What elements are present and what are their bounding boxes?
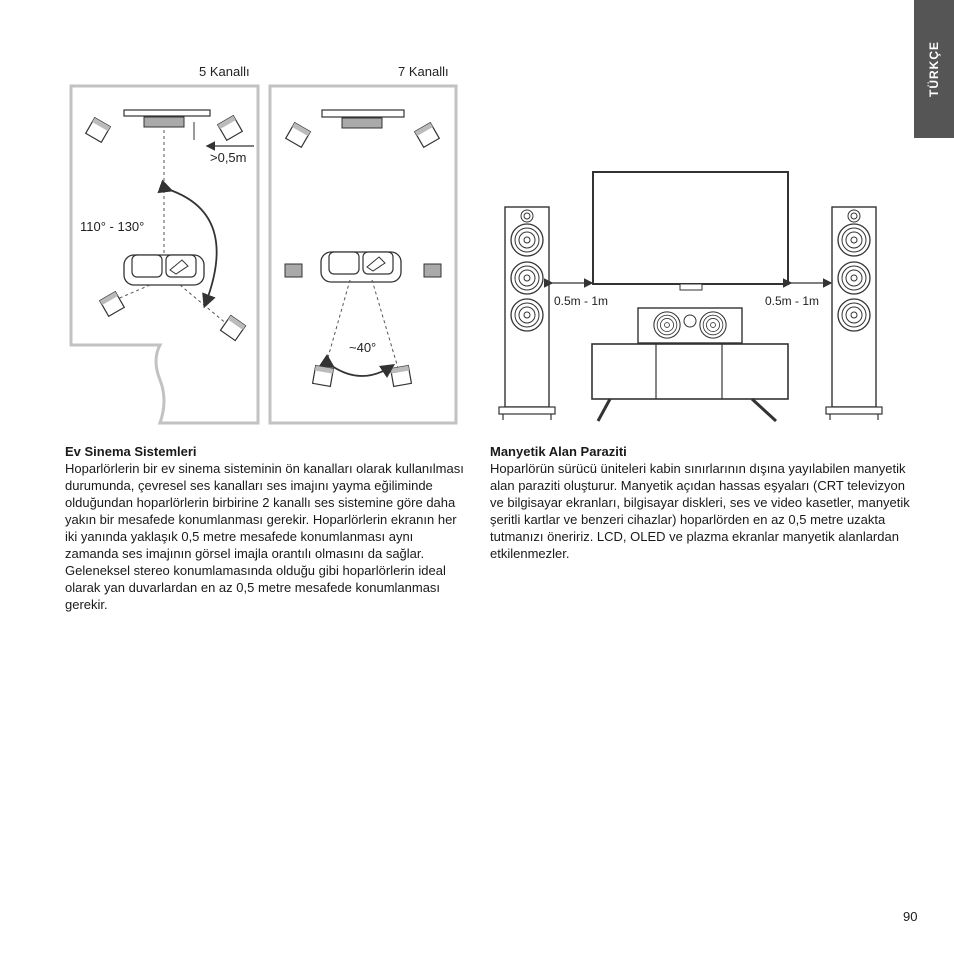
left-gap-label: 0.5m - 1m [554,294,609,308]
five-channel-label: 5 Kanallı [199,64,250,79]
min-distance-label: >0,5m [210,150,247,165]
language-label: TÜRKÇE [927,41,941,97]
right-gap-label: 0.5m - 1m [765,294,820,308]
page-number: 90 [903,909,918,924]
rear-angle-label: ~40° [349,340,377,355]
magnetic-section [490,443,910,562]
home-cinema-heading: Ev Sinema Sistemleri [65,444,197,459]
magnetic-body: Hoparlörün sürücü üniteleri kabin sınırlarının dışına yayılabilen manyetik alan paraziti oluşturur. Manyetik açıdan hassas eşyaları (CRT televizyon ve bilgisayar ekranları, bilgisayar diskleri, ses ve video kasetler, manyetik şeritli kartlar ve benzeri cihazlar) hoparlörden en az 0,5 metre uzakta tutmanızı öneririz. LCD, OLED ve plazma ekranlar manyetik alanlardan etkilenmezler. [490,461,910,561]
magnetic-heading: Manyetik Alan Paraziti [490,444,627,459]
five-channel-room [71,86,258,423]
angle-range-label: 110° - 130° [80,219,145,234]
home-cinema-body: Hoparlörlerin bir ev sinema sisteminin ön kanalları olarak kullanılması durumunda, çevresel ses kanalları ses imajını yayma eğiliminde olduğundan hoparlörlerin birbirine 2 kanallı ses sistemine göre daha yakın bir mesafede konumlanması gerekir. Hoparlörlerin ekranın her iki yanında yaklaşık 0,5 metre mesafede konumlanması aynı zamanda ses imajının görsel imajla orantılı olmasını da sağlar. Geleneksel stereo konumlamasında olduğu gibi hoparlörlerin ideal olarak yan duvarlardan en az 0,5 metre mesafede konumlanması gerekir. [65,461,464,612]
seven-channel-room [270,86,456,423]
seven-channel-label: 7 Kanallı [398,64,449,79]
home-cinema-section [65,443,465,613]
